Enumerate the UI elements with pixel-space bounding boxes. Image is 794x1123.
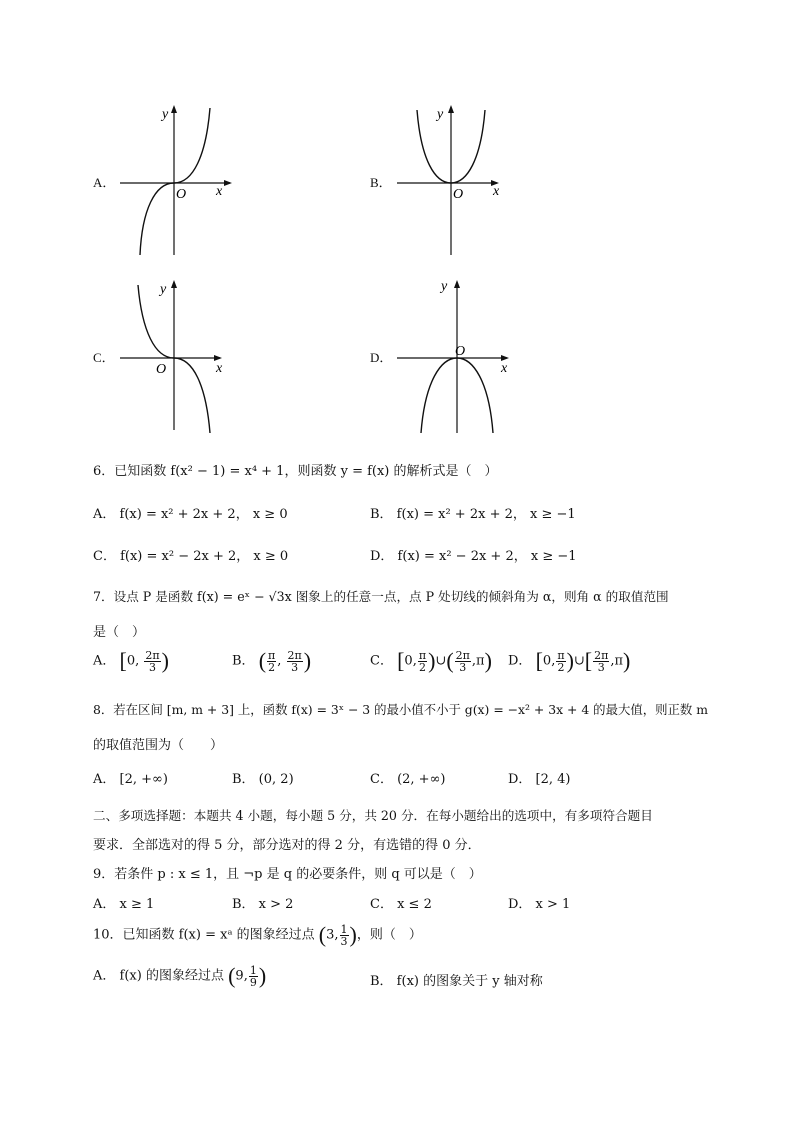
q8-stem: 8．若在区间 [m, m + 3] 上，函数 f(x) = 3ˣ − 3 的最小值不小于 g(x) = −x² + 3x + 4 的最大值，则正数 m bbox=[93, 702, 708, 717]
section2-heading-cont: 要求．全部选对的得 5 分，部分选对的得 2 分，有选错的得 0 分． bbox=[93, 838, 481, 853]
q8-option-d: D． [2, 4) bbox=[508, 772, 571, 787]
graph-d bbox=[397, 275, 527, 435]
q9-option-a: A． x ≥ 1 bbox=[93, 897, 155, 912]
graph-c-letter: C． bbox=[93, 350, 115, 365]
graph-b bbox=[397, 100, 527, 260]
q8-option-a: A． [2, +∞) bbox=[93, 772, 168, 787]
q9-option-c: C． x ≤ 2 bbox=[370, 897, 432, 912]
q10-stem: 10．已知函数 f(x) = xᵃ 的图象经过点 (3, $\frac{1}{3}$ )，则（ ） bbox=[93, 922, 422, 948]
q9-option-d: D． x > 1 bbox=[508, 897, 571, 912]
q9-stem: 9．若条件 p : x ≤ 1，且 ¬p 是 q 的必要条件，则 q 可以是（ ） bbox=[93, 867, 482, 882]
graph-c-origin: O bbox=[156, 362, 167, 377]
q8-option-b: B． (0, 2) bbox=[232, 772, 294, 787]
graph-d-letter: D． bbox=[370, 350, 393, 365]
graph-b-x-label: x bbox=[493, 184, 500, 199]
q7-option-c: C． [0, $\frac{\pi}{2}$ )∪( $\frac{2\pi}{3}$ ,π) bbox=[370, 648, 492, 674]
graph-a-y-label: y bbox=[162, 107, 169, 122]
q6-option-c: C． f(x) = x² − 2x + 2， x ≥ 0 bbox=[93, 549, 289, 564]
graph-a-origin: O bbox=[176, 187, 187, 202]
graph-b-origin: O bbox=[453, 187, 464, 202]
q7-option-a: A． [0, $\frac{2\pi}{3}$ ) bbox=[93, 648, 169, 674]
section2-heading: 二、多项选择题：本题共 4 小题，每小题 5 分，共 20 分．在每小题给出的选项中，有多项符合题目 bbox=[93, 808, 653, 823]
q6-option-b: B． f(x) = x² + 2x + 2， x ≥ −1 bbox=[370, 507, 576, 522]
q7-option-d: D． [0, $\frac{\pi}{2}$ )∪[ $\frac{2\pi}{3}$ ,π) bbox=[508, 648, 631, 674]
graph-a-x-label: x bbox=[216, 184, 223, 199]
q10-option-a: A． f(x) 的图象经过点 (9, $\frac{1}{9}$ ) bbox=[93, 963, 267, 989]
q6-stem: 6．已知函数 f(x² − 1) = x⁴ + 1，则函数 y = f(x) 的解析式是（ ） bbox=[93, 464, 498, 479]
q6-option-d: D． f(x) = x² − 2x + 2， x ≥ −1 bbox=[370, 549, 577, 564]
q10-option-b: B． f(x) 的图象关于 y 轴对称 bbox=[370, 974, 543, 989]
q8-stem-cont: 的取值范围为（ ） bbox=[93, 738, 224, 753]
q6-option-a: A． f(x) = x² + 2x + 2， x ≥ 0 bbox=[93, 507, 288, 522]
q7-stem: 7．设点 P 是函数 f(x) = eˣ − √3x 图象上的任意一点，点 P 处切线的倾斜角为 α，则角 α 的取值范围 bbox=[93, 589, 669, 604]
q7-option-b: B． ( $\frac{\pi}{2}$ , $\frac{2\pi}{3}$ ) bbox=[232, 648, 312, 674]
graph-a bbox=[120, 100, 250, 260]
graph-d-origin: O bbox=[455, 344, 466, 359]
q8-option-c: C． (2, +∞) bbox=[370, 772, 446, 787]
q7-stem-cont: 是（ ） bbox=[93, 625, 146, 640]
graph-a-letter: A． bbox=[93, 175, 116, 190]
graph-d-y-label: y bbox=[441, 279, 448, 294]
graph-c-x-label: x bbox=[216, 361, 223, 376]
q9-option-b: B． x > 2 bbox=[232, 897, 294, 912]
graph-d-x-label: x bbox=[501, 361, 508, 376]
graph-c-y-label: y bbox=[160, 282, 167, 297]
graph-c bbox=[120, 275, 250, 435]
graph-b-y-label: y bbox=[437, 107, 444, 122]
graph-b-letter: B． bbox=[370, 175, 392, 190]
